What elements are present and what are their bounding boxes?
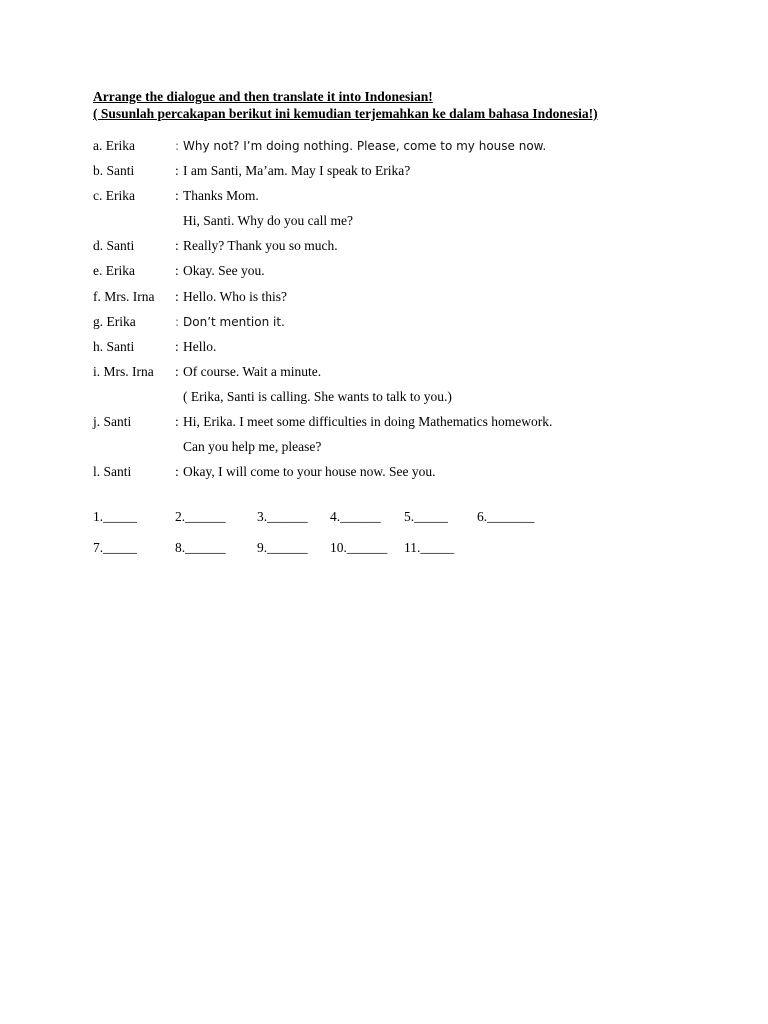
speaker-label: i. Mrs. Irna <box>93 363 154 379</box>
answer-blank[interactable]: 9.______ <box>257 540 308 555</box>
answer-blank[interactable]: 4.______ <box>330 509 381 524</box>
instruction-heading: Arrange the dialogue and then translate it into Indonesian! <box>93 89 433 104</box>
answer-row <box>93 539 713 570</box>
speaker-label: l. Santi <box>93 464 132 480</box>
speaker-label: f. Mrs. Irna <box>93 288 155 304</box>
dialogue-list <box>93 137 713 488</box>
dialogue-line <box>93 313 713 338</box>
answer-blank[interactable]: 11._____ <box>404 540 455 555</box>
dialogue-text: Okay. See you. <box>183 263 265 279</box>
dialogue-text: ( Erika, Santi is calling. She wants to talk to you.) <box>183 388 452 404</box>
colon: : <box>175 188 179 204</box>
speaker-label: g. Erika <box>93 313 136 329</box>
colon: : <box>175 314 180 329</box>
dialogue-text: Don’t mention it. <box>183 314 285 329</box>
answer-blank[interactable]: 3.______ <box>257 509 308 524</box>
dialogue-line <box>93 237 713 262</box>
dialogue-line-continuation <box>93 438 713 463</box>
answer-blank[interactable]: 10.______ <box>330 540 388 555</box>
dialogue-line-continuation <box>93 388 713 413</box>
dialogue-text: I am Santi, Ma’am. May I speak to Erika? <box>183 163 411 179</box>
answer-row <box>93 508 713 539</box>
dialogue-line <box>93 137 713 162</box>
dialogue-text: Thanks Mom. <box>183 188 259 204</box>
dialogue-text: Okay, I will come to your house now. See you. <box>183 464 436 480</box>
colon: : <box>175 338 179 354</box>
dialogue-line <box>93 463 713 488</box>
speaker-label: h. Santi <box>93 338 135 354</box>
dialogue-text: Why not? I’m doing nothing. Please, come to my house now. <box>183 139 547 153</box>
instruction-heading-indonesian: ( Susunlah percakapan berikut ini kemudian terjemahkan ke dalam bahasa Indonesia!) <box>93 106 598 121</box>
speaker-label: j. Santi <box>93 414 132 430</box>
dialogue-line <box>93 363 713 388</box>
speaker-label: e. Erika <box>93 263 135 279</box>
dialogue-text: Hello. <box>183 338 217 354</box>
dialogue-text: Hi, Erika. I meet some difficulties in doing Mathematics homework. <box>183 414 553 430</box>
dialogue-line <box>93 262 713 287</box>
answer-blank[interactable]: 7._____ <box>93 540 137 555</box>
answer-blank[interactable]: 6._______ <box>477 509 535 524</box>
dialogue-text: Hi, Santi. Why do you call me? <box>183 213 353 229</box>
colon: : <box>175 464 179 480</box>
colon: : <box>175 163 179 179</box>
colon: : <box>175 238 179 254</box>
dialogue-line <box>93 187 713 212</box>
colon: : <box>175 414 179 430</box>
answer-blanks <box>93 508 713 570</box>
dialogue-text: Hello. Who is this? <box>183 288 287 304</box>
dialogue-line <box>93 413 713 438</box>
answer-blank[interactable]: 5._____ <box>404 509 448 524</box>
colon: : <box>175 263 179 279</box>
dialogue-text: Can you help me, please? <box>183 439 322 455</box>
answer-blank[interactable]: 2.______ <box>175 509 226 524</box>
speaker-label: c. Erika <box>93 188 135 204</box>
colon: : <box>175 363 179 379</box>
dialogue-line <box>93 288 713 313</box>
speaker-label: a. Erika <box>93 138 135 153</box>
dialogue-line <box>93 338 713 363</box>
dialogue-text: Really? Thank you so much. <box>183 238 338 254</box>
speaker-label: d. Santi <box>93 238 135 254</box>
colon: : <box>175 139 180 153</box>
answer-blank[interactable]: 1._____ <box>93 509 137 524</box>
dialogue-line <box>93 162 713 187</box>
dialogue-text: Of course. Wait a minute. <box>183 363 322 379</box>
colon: : <box>175 288 179 304</box>
answer-blank[interactable]: 8.______ <box>175 540 226 555</box>
speaker-label: b. Santi <box>93 163 135 179</box>
dialogue-line-continuation <box>93 212 713 237</box>
